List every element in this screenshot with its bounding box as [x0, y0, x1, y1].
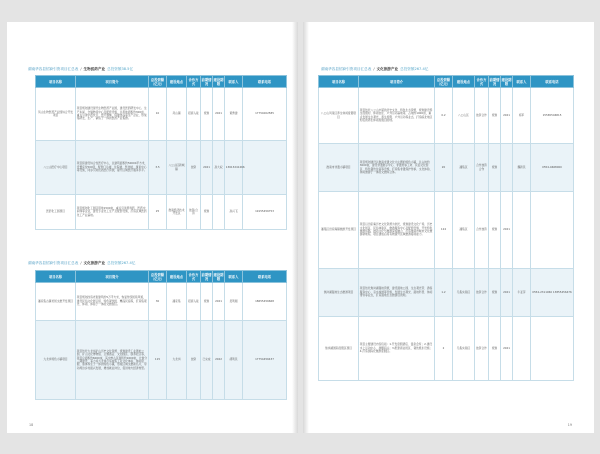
table-cell: [243, 141, 287, 195]
table-cell: 八公山风景区养生休闲度假项目: [319, 88, 359, 144]
table-cell: 潘家集: [167, 283, 187, 321]
section-header-culture-tourism: 湖南华容县招商引资项目汇总表 / 文化旅游产业 总投资额267.4亿: [28, 261, 136, 265]
header-status: 前期情况: [201, 77, 212, 86]
right-page: [303, 22, 594, 433]
table-cell: 规划: [489, 88, 501, 144]
table-cell: 毛集实验区: [453, 269, 475, 317]
table-cell: 招商入驻: [187, 283, 201, 321]
table-cell: 2021: [501, 88, 513, 144]
column-header: 项目名称: [36, 271, 76, 283]
table-cell: 焦岗湖国际度假区项目: [319, 317, 359, 381]
table-cell: 17754002585: [243, 88, 287, 141]
column-header: 联系人: [513, 76, 531, 88]
table-cell: 3.5: [149, 141, 167, 195]
table-cell: 潘集区: [453, 192, 475, 269]
table-cell: 规划: [489, 144, 501, 192]
section-stat: 总投资额267.4亿: [107, 261, 136, 265]
table-cell: 潘集区田家庵镇旅游开发项目: [319, 192, 359, 269]
table-row: [36, 141, 287, 195]
table-cell: 规划: [201, 283, 213, 321]
column-header: 建设地点: [453, 76, 475, 88]
table-cell: 项目依托八公山丰富的历史文化、特色生态资源，规划建设养生度假村、休闲农庄、户外运动基地等，占地约1000亩，重点发展生态观光、养生度假、户外运动等业态，打造皖北地区知名的养生休闲度假目的地。: [359, 88, 435, 144]
table-cell: 潘集区: [453, 144, 475, 192]
table-cell: 2021: [213, 88, 225, 141]
table-row: [36, 195, 287, 230]
table-cell: [501, 144, 513, 192]
table-cell: 独资合作: [475, 269, 489, 317]
table-cell: 独资/合资: [187, 195, 201, 230]
table-cell: [531, 192, 574, 269]
table-cell: 13613241266: [225, 141, 243, 195]
table-cell: 2022: [213, 321, 225, 400]
table-cell: 项目主要建设内容包括：1.开发度假酒店、温泉会所；2.建设水上运动中心、游艇码头；3.配套商业街区、餐饮娱乐设施；4.打造国际化旅游度假区。: [359, 317, 435, 381]
table-row: [319, 269, 574, 317]
table-cell: 独资合作: [475, 317, 489, 381]
table-cell: 九龙岗: [167, 321, 187, 400]
column-header: 前期情况: [489, 77, 500, 86]
table-cell: 项目拟建设综合性医疗中心，总建筑面积约50000平方米，设置床位500张，配套门诊楼、住院楼、医技楼、康复中心等设施，同步引进优质医疗资源，提升区域医疗服务水平。: [76, 141, 149, 195]
table-cell: 规划: [201, 88, 213, 141]
table-cell: 胡利民: [225, 321, 243, 400]
section-subtitle: 文化旅游产业: [376, 67, 399, 71]
table-row: [319, 88, 574, 144]
header-phone: 联系电话: [243, 76, 287, 88]
column-header: 建设期限: [501, 77, 512, 86]
table-cell: 淮南市非遗小镇项目: [319, 144, 359, 192]
table-cell: 规划: [489, 269, 501, 317]
table-cell: 项目规划改造老街建筑约5万平方米，恢复传统街巷风貌，建设民俗文化展示馆、特色餐饮街、精品民宿等，打造集观光、休闲、体验于一体的文旅街区。: [76, 283, 149, 321]
table-cell: 2021: [501, 317, 513, 381]
table-cell: 黄勇建: [225, 88, 243, 141]
table-row: [36, 283, 287, 321]
column-header: 联系电话: [243, 271, 287, 283]
column-header: 建设地点: [167, 271, 187, 283]
table-header-row: [319, 76, 574, 88]
table-cell: 规划: [489, 317, 501, 381]
column-header: 合作方式: [475, 76, 489, 88]
column-header: 合作方式: [187, 271, 201, 283]
column-header: 联系人: [225, 271, 243, 283]
table-row: [319, 192, 574, 269]
column-header: 总投资额（亿元）: [149, 271, 167, 283]
table-cell: 焦岗湖湿地生态旅游项目: [319, 269, 359, 317]
table-header-row: [36, 76, 287, 88]
section-header-biomedicine: 湖南华容县招商引资项目汇总表 / 生物医药产业 总投资额38.5亿: [28, 67, 134, 71]
section-stat: 总投资额267.4亿: [400, 67, 429, 71]
table-cell: 毛集实验区: [453, 317, 475, 381]
table-cell: 合作独资合作: [475, 144, 489, 192]
table-row: [319, 317, 574, 381]
column-header: 项目简介: [359, 76, 435, 88]
table-cell: 20: [435, 144, 453, 192]
table-cell: 18655456668: [243, 283, 287, 321]
table-cell: 九龙岗特色小镇项目: [36, 321, 76, 400]
column-header: 前期情况: [201, 272, 212, 281]
table-cell: 0.2: [435, 88, 453, 144]
table-cell: 独资: [187, 141, 201, 195]
table-cell: 吴利刚: [225, 283, 243, 321]
section-stat: 总投资额38.5亿: [107, 67, 134, 71]
section-subtitle: 生物医药产业: [83, 67, 106, 71]
column-header: 项目名称: [319, 76, 359, 88]
table-cell: 项目依托焦岗湖湿地资源，建设湿地公园、生态观光带、游客服务中心、亲水栈道等设施，发展生态观光、湿地科普、休闲垂钓等业态，打造湿地生态旅游目的地。: [359, 269, 435, 317]
table-cell: 项目依托九龙岗矿山历史文化资源，规划建设工业遗址公园、矿山文化博物馆、主题酒店、文创园区、康养社区等，项目总面积约6000亩，其中核心区面积约1600亩，计划分三期建设，着力将九龙岗打造成集工业文化体验、休闲度假、康体养生于一体的特色小镇，形成区域文旅新名片，带动周边乡村振兴发展，增加就业岗位，促进地方经济转型。: [76, 321, 149, 400]
table-cell: 已完成: [201, 321, 213, 400]
section-header-culture-tourism: 湖南华容县招商引资项目汇总表 / 文化旅游产业 总投资额267.4亿: [321, 67, 429, 71]
table-cell: 潘家集古镇老街文旅开发项目: [36, 283, 76, 321]
table-cell: 2021: [501, 192, 513, 269]
table-cell: 1.2: [435, 269, 453, 317]
table-cell: 牛亚萍: [513, 269, 531, 317]
column-header: 建设期限: [213, 272, 224, 281]
table-cell: 2: [435, 317, 453, 381]
table-cell: 独资合作: [475, 88, 489, 144]
table-cell: 孙兴飞: [225, 195, 243, 230]
table-cell: 孙大权: [213, 141, 225, 195]
header-invest: 总投资额（亿元）: [149, 76, 167, 88]
header-desc: 项目简介: [76, 76, 149, 88]
section-subtitle: 文化旅游产业: [83, 261, 106, 265]
column-header: 总投资额（亿元）: [435, 76, 453, 88]
table-header-row: [36, 271, 287, 283]
column-header: 联系电话: [531, 76, 574, 88]
table-cell: [513, 192, 531, 269]
table-cell: 八公山医疗中心项目: [36, 141, 76, 195]
table-cell: [513, 317, 531, 381]
table-cell: 124: [435, 192, 453, 269]
table-cell: 25: [149, 195, 167, 230]
table-cell: 15565546815: [531, 88, 574, 144]
table-culture-tourism-right: [318, 75, 574, 381]
table-row: [36, 88, 287, 141]
section-title: 湖南华容县招商引资项目汇总表: [321, 67, 372, 71]
table-cell: 19155456753: [243, 195, 287, 230]
table-row: [319, 144, 574, 192]
table-cell: 2021: [201, 141, 213, 195]
table-cell: 杨军: [513, 88, 531, 144]
table-row: [36, 321, 287, 400]
table-cell: 八公山区新城镇: [167, 141, 187, 195]
table-cell: 0554-2311960 13855456476: [531, 269, 574, 317]
table-cell: 0554-4668000: [531, 144, 574, 192]
header-period: 建设期限: [213, 77, 224, 86]
table-cell: 项目规划化工园区用地1500亩，重点引进原料药、医药中间体等企业，建设专业化工生产及配套设施，打造区域医药化工产业基地。: [76, 195, 149, 230]
table-cell: 规划: [201, 195, 213, 230]
section-title: 湖南华容县招商引资项目汇总表: [28, 67, 79, 71]
table-cell: 凤山生物医药产业园综合开发项目: [36, 88, 76, 141]
table-cell: 2021: [213, 283, 225, 321]
table-cell: 项目以田家庵历史文化资源为依托，规划建设文化广场、历史文化街区、民俗体验区、旅游服务中心及配套设施，开发特色旅游线路，推动文化与旅游深度融合，打造淮南市城市文化旅游新地标，项目建成后将有效提升区域旅游接待能力。: [359, 192, 435, 269]
left-page: [7, 22, 298, 433]
section-title: 湖南华容县招商引资项目汇总表: [28, 261, 79, 265]
column-header: 项目简介: [76, 271, 149, 283]
table-culture-tourism-left: [35, 270, 287, 400]
header-contact: 联系人: [225, 76, 243, 88]
page-number: 19: [567, 423, 572, 427]
table-cell: 招商入驻: [187, 88, 201, 141]
page-number: 18: [29, 423, 34, 427]
table-cell: 10: [149, 88, 167, 141]
table-cell: 项目规划建设现代生物医药产业园，建设医药研发中心、生产车间、仓储物流中心及配套设施，总用地面积约300亩，重点引进中药饮片、医疗器械、保健食品等生产企业，形成集研发、生产、销售于一体的医药产业集群。: [76, 88, 149, 141]
table-cell: 规划: [489, 192, 501, 269]
table-cell: [213, 195, 225, 230]
table-cell: 项目规划建设以淮南非遗文化为主题的特色小镇，总占地约3000亩，建设非遗展示中心、非遗传承工坊、民俗文化街区、特色餐饮住宿等设施，打造集非遗保护传承、文化体验、休闲旅游于一体的文旅综合体。: [359, 144, 435, 192]
table-cell: [531, 317, 574, 381]
table-cell: 独资: [187, 321, 201, 400]
table-biomedicine: [35, 75, 287, 230]
table-cell: 2021: [501, 269, 513, 317]
table-cell: 魏新民: [513, 144, 531, 192]
table-cell: 合作独资: [475, 192, 489, 269]
table-cell: 115: [149, 321, 167, 400]
header-coop: 合作方式: [187, 76, 201, 88]
table-cell: 30: [149, 283, 167, 321]
table-cell: 17754456437: [243, 321, 287, 400]
table-cell: 八公山区: [453, 88, 475, 144]
header-location: 建设地点: [167, 76, 187, 88]
table-cell: 医药化工园项目: [36, 195, 76, 230]
header-name: 项目名称: [36, 76, 76, 88]
table-cell: 凤山镇: [167, 88, 187, 141]
table-cell: 淮南经济技术开发区: [167, 195, 187, 230]
